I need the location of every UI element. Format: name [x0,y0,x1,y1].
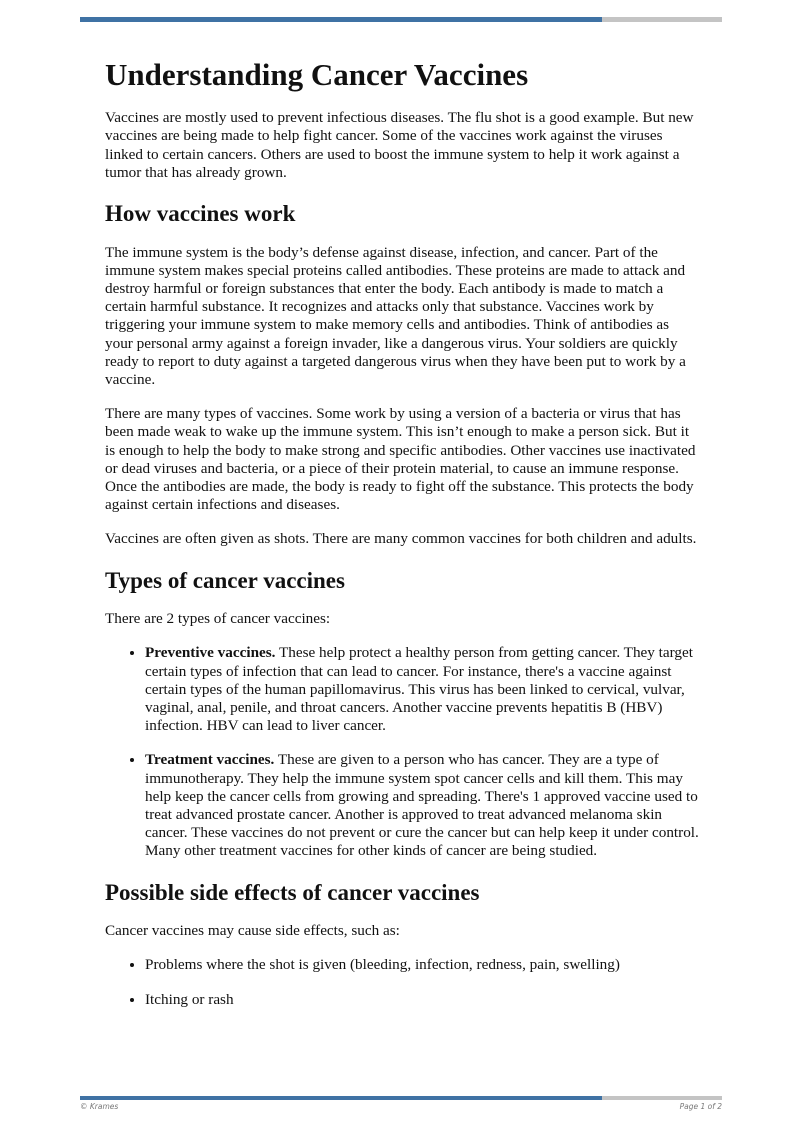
top-rule [80,17,722,22]
side-effects-list [105,956,700,1008]
list-item: • Itching or rash [145,991,700,1009]
bottom-rule [80,1096,722,1100]
list-item: • Problems where the shot is given (bleeding, infection, redness, pain, swelling) [145,956,700,974]
list-item-text: These are given to a person who has cancer. They are a type of immunotherapy. They help the immune system spot cancer cells and kill them. This may help keep the cancer cells from growing and spreading. There's 1 approved vaccine used to treat advanced prostate cancer. Another is approved to treat advanced melanoma skin cancer. These vaccines do not prevent or cure the cancer but can help keep it under control. Many other treatment vaccines for other kinds of cancer are being studied. [145,751,699,860]
side-effects-intro: Cancer vaccines may cause side effects, such as: [105,922,400,940]
list-item-term: Preventive vaccines. [145,644,276,662]
list-item-preventive [145,644,700,735]
document-body [105,56,700,1025]
types-list [105,644,700,860]
list-item-term: Treatment vaccines. [145,751,275,769]
how-paragraph-3: Vaccines are often given as shots. There are many common vaccines for both children and adults. [105,530,697,548]
footer-page-number: Page 1 of 2 [679,1102,722,1111]
intro-paragraph: Vaccines are mostly used to prevent infectious diseases. The flu shot is a good example. But new vaccines are being made to help fight cancer. Some of the vaccines work against the viruses linked to certain cancers. Others are used to boost the immune system to help it work against a tumor that has already grown. [105,109,694,181]
top-rule-gray [602,17,722,22]
top-rule-blue [80,17,602,22]
bottom-rule-blue [80,1096,602,1100]
bottom-rule-gray [602,1096,722,1100]
heading-side-effects: Possible side effects of cancer vaccines [105,879,480,905]
how-paragraph-2: There are many types of vaccines. Some work by using a version of a bacteria or virus that has been made weak to wake up the immune system. This isn’t enough to make a person sick. But it is enough to help the body to make strong and specific antibodies. Other vaccines use inactivated or dead viruses and bacteria, or a piece of their protein material, to cause an immune response. Once the antibodies are made, the body is ready to fight off the substance. This protects the body against certain infections and diseases. [105,405,696,514]
list-item-text: These help protect a healthy person from getting cancer. They target certain types of infection that can lead to cancer. For instance, there's a vaccine against certain types of the human papillomavirus. This virus has been linked to cervical, vulvar, vaginal, anal, penile, and throat cancers. Another vaccine prevents hepatitis B (HBV) infection. HBV can lead to liver cancer. [145,644,693,735]
page-title: Understanding Cancer Vaccines [105,57,529,92]
heading-how-vaccines-work: How vaccines work [105,201,296,226]
footer-copyright: © Krames [80,1102,119,1111]
how-paragraph-1: The immune system is the body’s defense against disease, infection, and cancer. Part of the immune system makes special proteins called antibodies. These proteins are made to attack and destroy harmful or foreign substances that enter the body. Each antibody is made to match a certain harmful substance. It recognizes and attacks only that substance. Vaccines work by triggering your immune system to make memory cells and antibodies. Think of antibodies as your personal army against a foreign invader, like a dangerous virus. Your soldiers are quickly ready to report to duty against a targeted dangerous virus when they have been put to work by a vaccine. [105,243,686,389]
list-item-treatment [145,751,700,860]
heading-types-of-cancer-vaccines: Types of cancer vaccines [105,567,345,593]
types-intro: There are 2 types of cancer vaccines: [105,610,331,628]
